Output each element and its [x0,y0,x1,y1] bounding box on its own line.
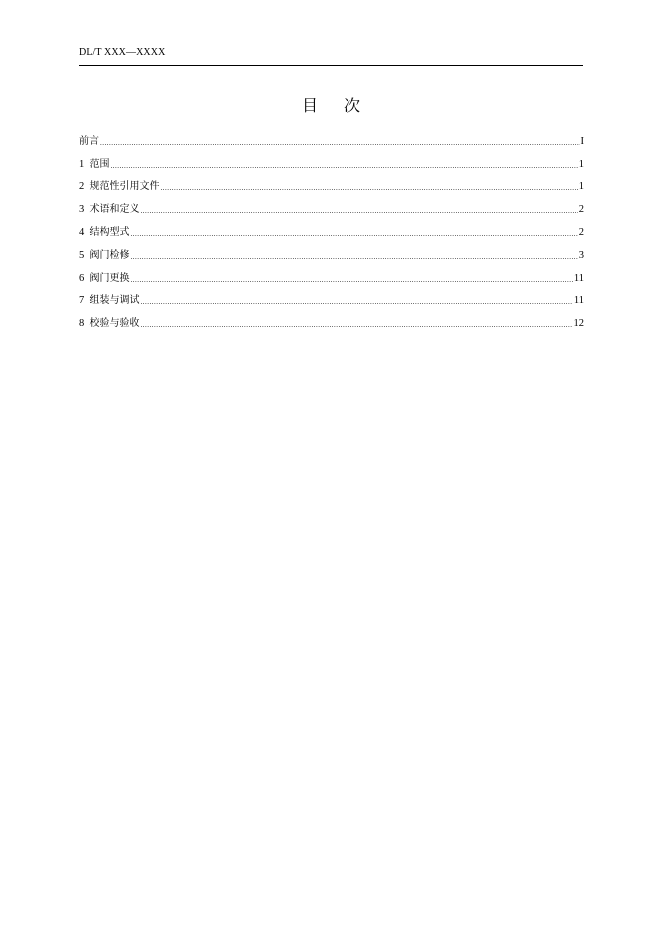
toc-entry-3[interactable] [79,194,584,217]
toc-entry-page: 11 [573,295,584,307]
toc-entry-label: 规范性引用文件 [89,181,160,193]
toc-entry-number: 7 [79,295,85,307]
toc-dot-leader [141,320,573,330]
toc-entry-label: 阀门更换 [89,272,130,284]
toc-entry-1[interactable] [79,149,584,172]
toc-entry-number: 8 [79,318,85,330]
toc-entry-page: 2 [578,204,584,216]
toc-entry-label: 前言 [79,135,99,147]
toc-entry-label: 范围 [89,158,110,170]
toc-entry-number: 4 [79,226,85,238]
toc-entry-page: 1 [578,181,584,193]
document-code: DL/T XXX—XXXX [79,47,166,58]
toc-entry-number: 5 [79,249,85,261]
toc-title-part1: 目 [301,96,318,115]
toc-dot-leader [161,183,578,193]
toc-entry-page: 12 [573,318,584,330]
toc-entry-number: 2 [79,181,85,193]
toc-dot-leader [141,206,578,216]
toc-entry-page: I [580,135,584,147]
toc-dot-leader [100,138,580,148]
toc-dot-leader [141,297,573,307]
toc-dot-leader [111,161,578,171]
toc-entry-number: 1 [79,158,85,170]
toc-dot-leader [131,275,573,285]
toc-title-part2: 次 [344,96,361,115]
toc-entry-label: 组装与调试 [89,295,140,307]
toc-entry-number: 6 [79,272,85,284]
toc-entry-4[interactable] [79,217,584,240]
toc-entry-2[interactable] [79,172,584,195]
toc-entry-page: 3 [578,249,584,261]
toc-entry-8[interactable] [79,308,584,331]
toc-entry-7[interactable] [79,286,584,309]
toc-entry-page: 2 [578,226,584,238]
toc-entry-label: 校验与验收 [89,318,140,330]
toc-list [79,126,584,331]
toc-entry-label: 结构型式 [89,226,130,238]
toc-title [0,95,662,117]
toc-entry-foreword[interactable] [79,126,584,149]
toc-dot-leader [131,252,578,262]
toc-entry-6[interactable] [79,263,584,286]
toc-entry-page: 1 [578,158,584,170]
toc-dot-leader [131,229,578,239]
toc-entry-label: 阀门检修 [89,249,130,261]
page-header [79,44,583,66]
toc-entry-5[interactable] [79,240,584,263]
toc-entry-label: 术语和定义 [89,204,140,216]
toc-entry-number: 3 [79,204,85,216]
toc-entry-page: 11 [573,272,584,284]
